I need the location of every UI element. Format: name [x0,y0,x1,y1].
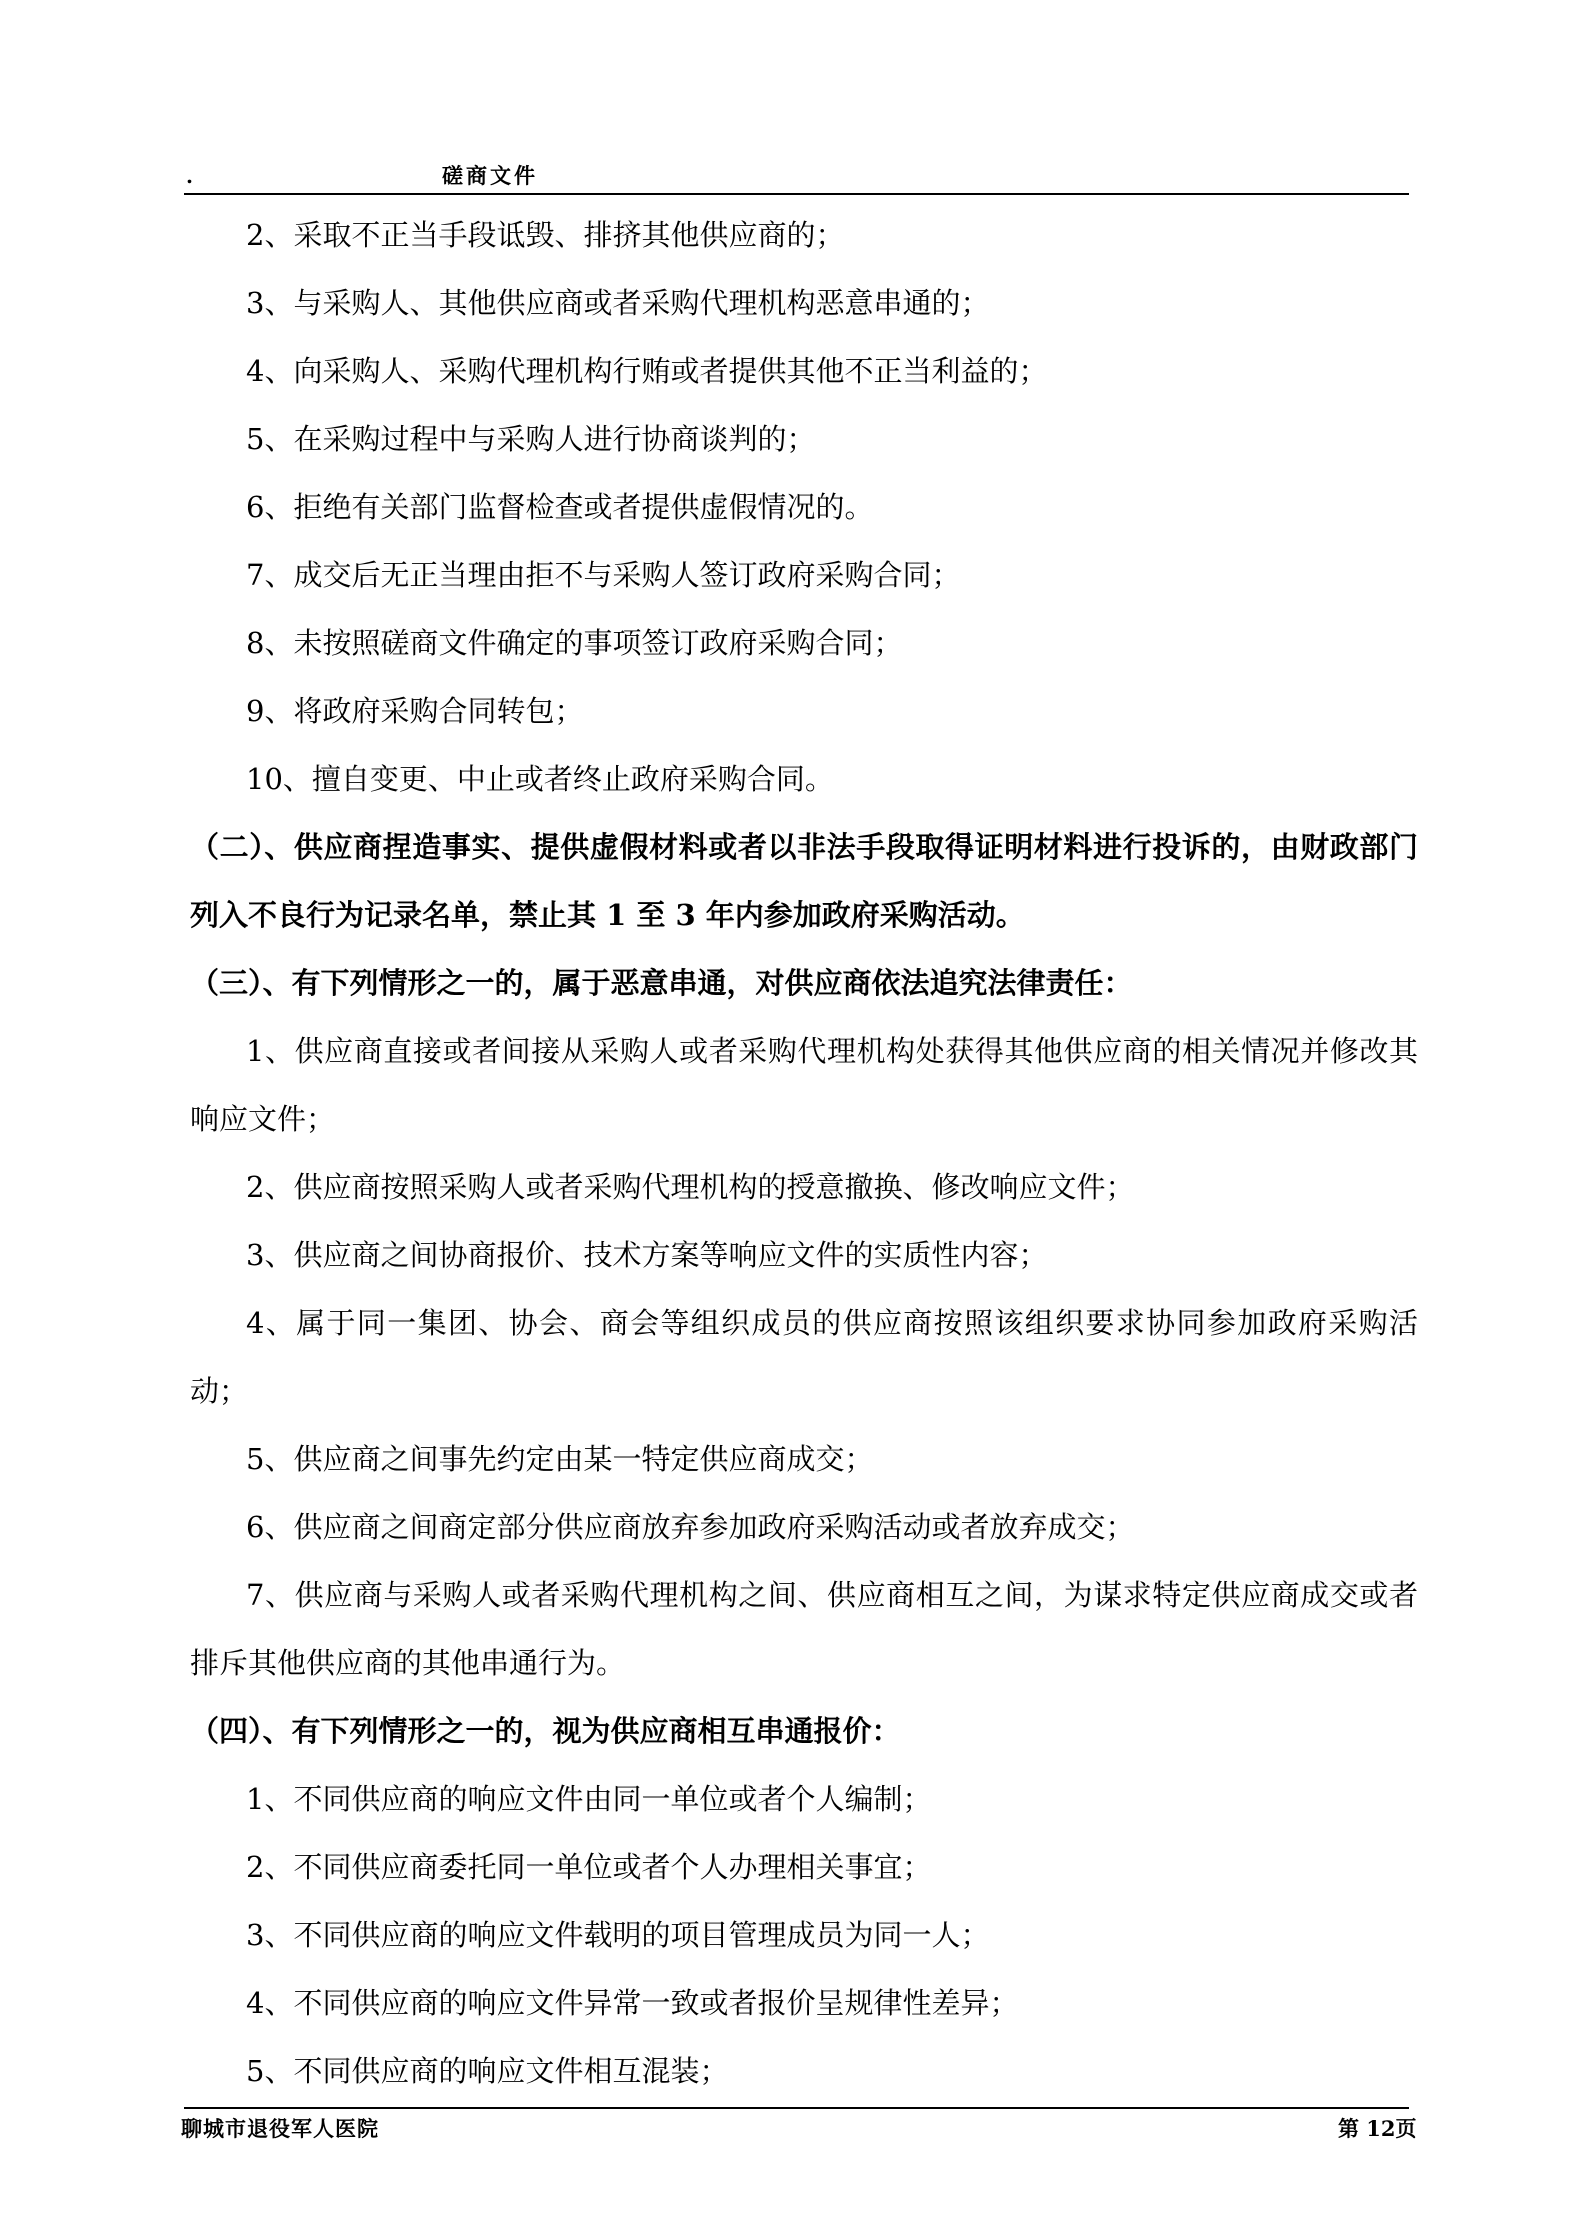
list-item: 7、供应商与采购人或者采购代理机构之间、供应商相互之间，为谋求特定供应商成交或者排斥其他供应商的其他串通行为。 [190,1578,1418,1680]
list-item: 5、在采购过程中与采购人进行协商谈判的； [246,422,816,456]
list-item: 4、向采购人、采购代理机构行贿或者提供其他不正当利益的； [246,354,1048,388]
list-item: 7、成交后无正当理由拒不与采购人签订政府采购合同； [246,558,961,592]
list-item: 3、不同供应商的响应文件载明的项目管理成员为同一人； [246,1918,990,1952]
section-heading: （二）、供应商捏造事实、提供虚假材料或者以非法手段取得证明材料进行投诉的，由财政部门列入不良行为记录名单，禁止其 1 至 3 年内参加政府采购活动。 [190,830,1418,932]
list-item: 9、将政府采购合同转包； [246,694,584,728]
section-heading: （三）、有下列情形之一的，属于恶意串通，对供应商依法追究法律责任： [190,966,1133,1000]
list-item: 6、供应商之间商定部分供应商放弃参加政府采购活动或者放弃成交； [246,1510,1135,1544]
footer-rule [184,2107,1409,2109]
list-item: 2、采取不正当手段诋毁、排挤其他供应商的； [246,218,845,252]
document-body [190,201,1418,2105]
list-item: 2、不同供应商委托同一单位或者个人办理相关事宜； [246,1850,932,1884]
list-item: 4、不同供应商的响应文件异常一致或者报价呈规律性差异； [246,1986,1019,2020]
section-heading: （四）、有下列情形之一的，视为供应商相互串通报价： [190,1714,901,1748]
page-number: 第 12页 [1338,2116,1417,2141]
list-item: 1、不同供应商的响应文件由同一单位或者个人编制； [246,1782,932,1816]
list-item: 5、不同供应商的响应文件相互混装； [246,2054,729,2088]
list-item: 10、擅自变更、中止或者终止政府采购合同。 [246,762,834,796]
list-item: 3、与采购人、其他供应商或者采购代理机构恶意串通的； [246,286,990,320]
header-dot: . [186,164,193,188]
list-item: 6、拒绝有关部门监督检查或者提供虚假情况的。 [246,490,874,524]
list-item: 3、供应商之间协商报价、技术方案等响应文件的实质性内容； [246,1238,1048,1272]
header-rule [184,193,1409,195]
list-item: 8、未按照磋商文件确定的事项签订政府采购合同； [246,626,903,660]
list-item: 1、供应商直接或者间接从采购人或者采购代理机构处获得其他供应商的相关情况并修改其响应文件； [190,1034,1418,1136]
list-item: 5、供应商之间事先约定由某一特定供应商成交； [246,1442,874,1476]
list-item: 4、属于同一集团、协会、商会等组织成员的供应商按照该组织要求协同参加政府采购活动； [190,1306,1418,1408]
header-title: 磋商文件 [442,163,538,188]
list-item: 2、供应商按照采购人或者采购代理机构的授意撤换、修改响应文件； [246,1170,1135,1204]
footer-organization: 聊城市退役军人医院 [181,2116,379,2141]
